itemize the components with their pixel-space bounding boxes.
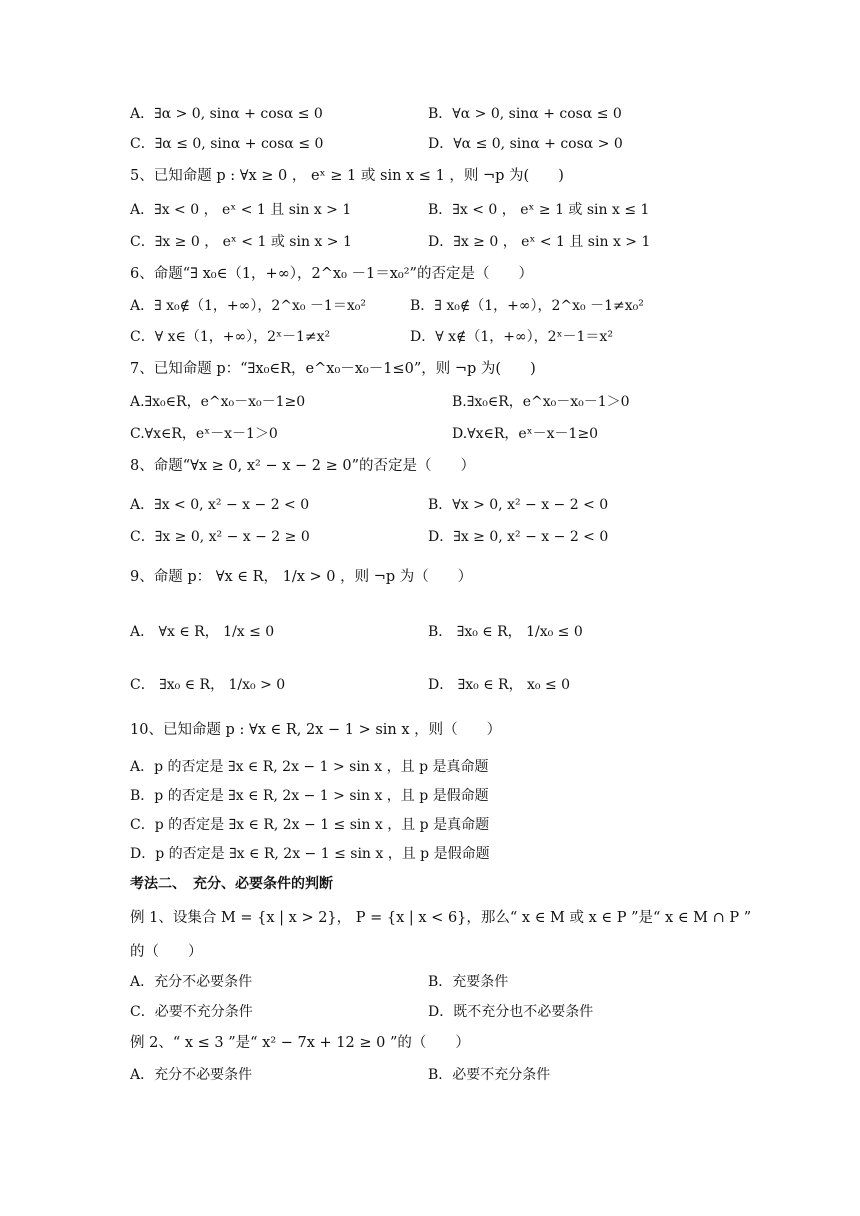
q8-option-c: C．∃x ≥ 0, x² − x − 2 ≥ 0 (130, 529, 310, 545)
q7-option-c: C.∀x∈R，eˣ－x－1＞0 (130, 426, 278, 442)
q9-option-c: C． ∃x₀ ∈ R， 1/x₀ > 0 (130, 677, 286, 693)
option-a-alpha: A．∃α > 0, sinα + cosα ≤ 0 (130, 106, 323, 122)
q5-option-c: C．∃x ≥ 0 ， eˣ < 1 或 sin x > 1 (130, 234, 352, 250)
q8-option-b: B．∀x > 0, x² − x − 2 < 0 (428, 497, 609, 513)
ex1-option-a: A．充分不必要条件 (130, 974, 253, 990)
q6-option-a: A．∃ x₀∉（1，+∞），2^x₀ －1＝x₀² (130, 298, 366, 314)
example-2-stem: 例 2、“ x ≤ 3 ”是“ x² − 7x + 12 ≥ 0 ”的（ ） (130, 1035, 470, 1051)
question-7-stem: 7、已知命题 p：“∃x₀∈R，e^x₀－x₀－1≤0”，则 ¬p 为( ) (130, 361, 536, 377)
ex2-option-a: A．充分不必要条件 (130, 1067, 253, 1083)
section-heading: 考法二、 充分、必要条件的判断 (130, 876, 333, 892)
q7-option-d: D.∀x∈R，eˣ－x－1≥0 (452, 426, 599, 442)
q6-option-b: B．∃ x₀∉（1，+∞），2^x₀ －1≠x₀² (410, 298, 644, 314)
ex1-option-d: D．既不充分也不必要条件 (428, 1004, 594, 1020)
q10-option-b: B．p 的否定是 ∃x ∈ R, 2x − 1 > sin x ，且 p 是假命题 (130, 788, 489, 804)
ex1-option-b: B．充要条件 (428, 974, 509, 990)
q5-option-b: B．∃x < 0 ， eˣ ≥ 1 或 sin x ≤ 1 (428, 202, 650, 218)
q10-option-c: C．p 的否定是 ∃x ∈ R, 2x − 1 ≤ sin x ，且 p 是真命题 (130, 817, 490, 833)
example-1-stem: 例 1、设集合 M = {x | x > 2}， P = {x | x < 6}，那么“ x ∈ M 或 x ∈ P ”是“ x ∈ M ∩ P ” (130, 910, 752, 926)
question-8-stem: 8、命题“∀x ≥ 0, x² − x − 2 ≥ 0”的否定是（ ） (130, 458, 476, 474)
option-b-alpha: B．∀α > 0, sinα + cosα ≤ 0 (428, 106, 622, 122)
q8-option-d: D．∃x ≥ 0, x² − x − 2 < 0 (428, 529, 609, 545)
question-10-stem: 10、已知命题 p : ∀x ∈ R, 2x − 1 > sin x ，则（ ） (130, 722, 502, 738)
q7-option-b: B.∃x₀∈R，e^x₀－x₀－1＞0 (452, 394, 630, 410)
option-c-alpha: C．∃α ≤ 0, sinα + cosα ≤ 0 (130, 136, 324, 152)
q6-option-c: C．∀ x∈（1，+∞），2ˣ－1≠x² (130, 329, 331, 345)
option-d-alpha: D．∀α ≤ 0, sinα + cosα > 0 (428, 136, 623, 152)
ex2-option-b: B．必要不充分条件 (428, 1067, 551, 1083)
q10-option-a: A．p 的否定是 ∃x ∈ R, 2x − 1 > sin x ，且 p 是真命题 (130, 759, 489, 775)
q8-option-a: A．∃x < 0, x² − x − 2 < 0 (130, 497, 310, 513)
q7-option-a: A.∃x₀∈R，e^x₀－x₀－1≥0 (130, 394, 306, 410)
ex1-option-c: C．必要不充分条件 (130, 1004, 253, 1020)
q5-option-a: A．∃x < 0 ， eˣ < 1 且 sin x > 1 (130, 202, 352, 218)
question-9-stem: 9、命题 p： ∀x ∈ R， 1/x > 0 ，则 ¬p 为（ ） (130, 569, 473, 585)
q9-option-b: B． ∃x₀ ∈ R， 1/x₀ ≤ 0 (428, 624, 583, 640)
q10-option-d: D．p 的否定是 ∃x ∈ R, 2x − 1 ≤ sin x ，且 p 是假命题 (130, 846, 490, 862)
q6-option-d: D．∀ x∉（1，+∞），2ˣ－1＝x² (410, 329, 613, 345)
q5-option-d: D．∃x ≥ 0 ， eˣ < 1 且 sin x > 1 (428, 234, 651, 250)
question-6-stem: 6、命题“∃ x₀∈（1，+∞），2^x₀ －1＝x₀²”的否定是（ ） (130, 266, 533, 282)
question-5-stem: 5、已知命题 p : ∀x ≥ 0 ， eˣ ≥ 1 或 sin x ≤ 1 ，则 ¬p 为( ) (130, 168, 564, 184)
q9-option-a: A． ∀x ∈ R， 1/x ≤ 0 (130, 624, 275, 640)
example-1-stem-cont: 的（ ） (130, 944, 203, 960)
q9-option-d: D． ∃x₀ ∈ R， x₀ ≤ 0 (428, 677, 571, 693)
